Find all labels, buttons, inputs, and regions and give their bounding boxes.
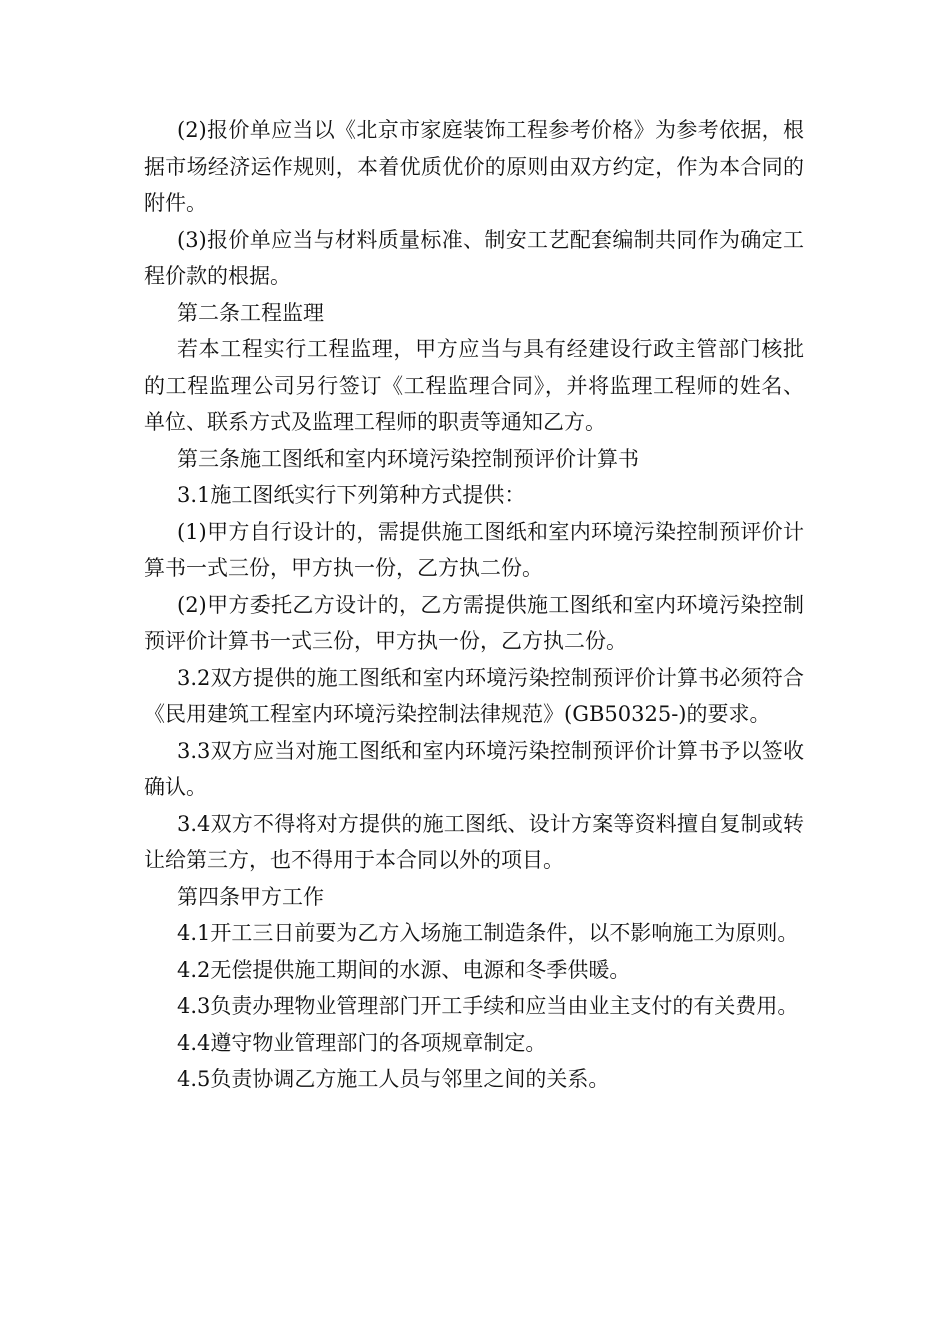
clause-3-4: 3.4双方不得将对方提供的施工图纸、设计方案等资料擅自复制或转让给第三方，也不得用于本合同以外的项目。	[144, 811, 804, 872]
clause-3-1: 3.1施工图纸实行下列第种方式提供：	[177, 483, 526, 507]
paragraph-quote-basis: (3)报价单应当与材料质量标准、制安工艺配套编制共同作为确定工程价款的根据。	[144, 227, 804, 288]
section-heading-drawings: 第三条施工图纸和室内环境污染控制预评价计算书	[177, 446, 639, 471]
section-heading-supervision: 第二条工程监理	[177, 300, 324, 325]
paragraph-quote-reference: (2)报价单应当以《北京市家庭装饰工程参考价格》为参考依据，根据市场经济运作规则，本着优质优价的原则由双方约定，作为本合同的附件。	[144, 118, 804, 215]
clause-3-3: 3.3双方应当对施工图纸和室内环境污染控制预评价计算书予以签收确认。	[144, 738, 804, 799]
clause-4-1: 4.1开工三日前要为乙方入场施工制造条件，以不影响施工为原则。	[177, 921, 799, 945]
section-heading-party-a: 第四条甲方工作	[177, 884, 324, 909]
clause-4-5: 4.5负责协调乙方施工人员与邻里之间的关系。	[177, 1067, 610, 1091]
clause-3-2: 3.2双方提供的施工图纸和室内环境污染控制预评价计算书必须符合《民用建筑工程室内环境污染控制法律规范》(GB50325-)的要求。	[144, 665, 804, 726]
clause-3-1-item-1: (1)甲方自行设计的，需提供施工图纸和室内环境污染控制预评价计算书一式三份，甲方执一份，乙方执二份。	[144, 519, 804, 580]
clause-4-4: 4.4遵守物业管理部门的各项规章制定。	[177, 1030, 547, 1055]
clause-4-3: 4.3负责办理物业管理部门开工手续和应当由业主支付的有关费用。	[177, 994, 799, 1018]
clause-3-1-item-2: (2)甲方委托乙方设计的，乙方需提供施工图纸和室内环境污染控制预评价计算书一式三份，甲方执一份，乙方执二份。	[144, 592, 804, 653]
document-body	[144, 112, 804, 1098]
paragraph-supervision: 若本工程实行工程监理，甲方应当与具有经建设行政主管部门核批的工程监理公司另行签订《工程监理合同》，并将监理工程师的姓名、单位、联系方式及监理工程师的职责等通知乙方。	[144, 337, 804, 434]
clause-4-2: 4.2无偿提供施工期间的水源、电源和冬季供暖。	[177, 957, 631, 982]
